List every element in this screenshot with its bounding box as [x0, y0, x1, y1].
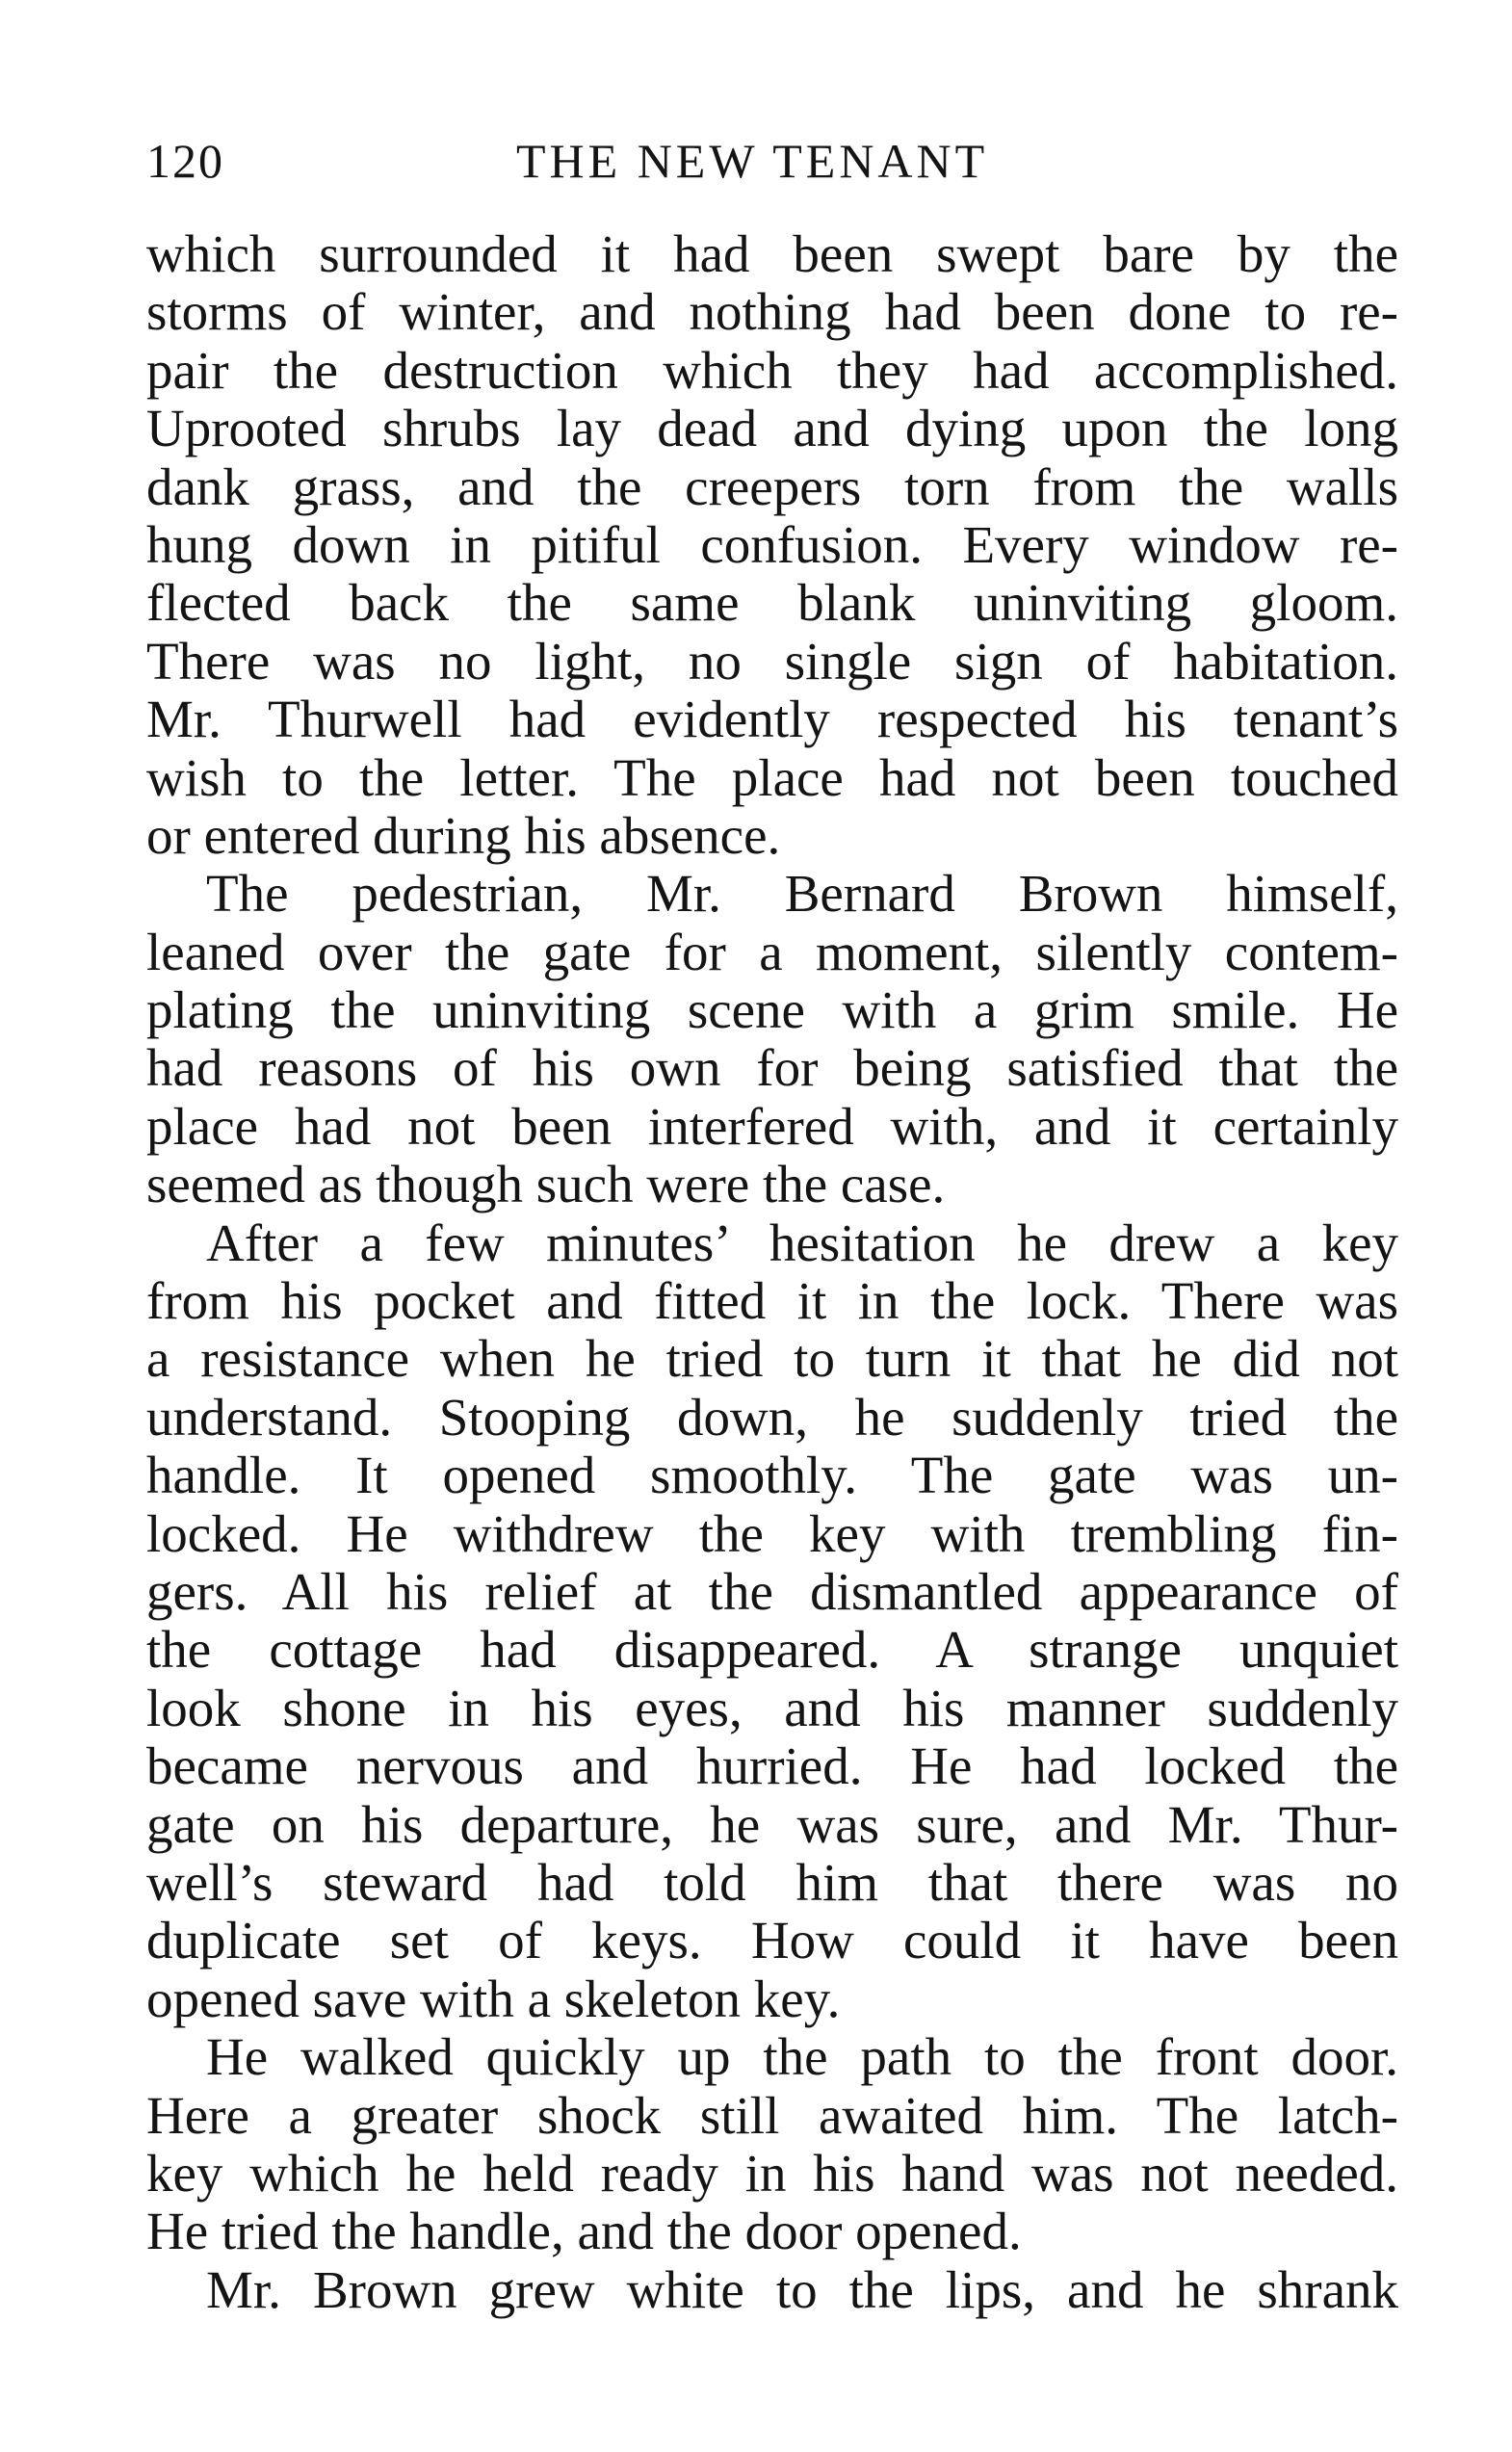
text-line: hung down in pitiful confusion. Every window re- — [146, 514, 1398, 574]
text-line: opened save with a skeleton key. — [146, 1969, 841, 2028]
text-line: seemed as though such were the case. — [146, 1155, 946, 1214]
text-line: the cottage had disappeared. A strange unquiet — [146, 1620, 1398, 1680]
text-line: dank grass, and the creepers torn from the walls — [146, 456, 1398, 516]
text-line: flected back the same blank uninviting gloom. — [146, 573, 1398, 633]
text-line: He tried the handle, and the door opened. — [146, 2202, 1022, 2261]
text-line: place had not been interfered with, and it certainly — [146, 1096, 1398, 1156]
text-line: look shone in his eyes, and his manner suddenly — [146, 1678, 1398, 1737]
text-line: wish to the letter. The place had not been touched — [146, 747, 1398, 807]
text-line: handle. It opened smoothly. The gate was un- — [146, 1446, 1398, 1505]
text-line: Mr. Brown grew white to the lips, and he shrank — [206, 2259, 1398, 2319]
text-line: a resistance when he tried to turn it that he did not — [146, 1329, 1398, 1389]
text-line: duplicate set of keys. How could it have been — [146, 1911, 1398, 1970]
text-line: or entered during his absence. — [146, 805, 781, 865]
text-line: After a few minutes’ hesitation he drew a key — [206, 1213, 1398, 1272]
text-line: gate on his departure, he was sure, and Mr. Thur- — [146, 1794, 1398, 1854]
running-title: THE NEW TENANT — [516, 134, 989, 188]
text-line: had reasons of his own for being satisfied that the — [146, 1038, 1398, 1098]
text-line: Mr. Thurwell had evidently respected his tenant’s — [146, 690, 1398, 749]
body-text — [146, 225, 1398, 2319]
text-line: from his pocket and fitted it in the lock. There was — [146, 1271, 1398, 1331]
text-line: The pedestrian, Mr. Bernard Brown himself, — [206, 864, 1398, 924]
text-line: understand. Stooping down, he suddenly tried the — [146, 1387, 1398, 1447]
text-line: He walked quickly up the path to the front door. — [206, 2027, 1398, 2087]
text-line: Here a greater shock still awaited him. The latch- — [146, 2085, 1398, 2145]
text-line: leaned over the gate for a moment, silently contem- — [146, 922, 1398, 981]
text-line: locked. He withdrew the key with trembling fin- — [146, 1503, 1398, 1563]
text-line: plating the uninviting scene with a grim smile. He — [146, 980, 1398, 1040]
text-line: well’s steward had told him that there was no — [146, 1852, 1398, 1912]
text-line: storms of winter, and nothing had been done to re- — [146, 282, 1398, 342]
text-line: gers. All his relief at the dismantled appearance of — [146, 1561, 1398, 1621]
page-header — [146, 127, 1398, 195]
text-line: which surrounded it had been swept bare by the — [146, 224, 1398, 283]
text-line: Uprooted shrubs lay dead and dying upon the long — [146, 399, 1398, 458]
text-line: key which he held ready in his hand was not needed. — [146, 2143, 1398, 2203]
text-line: There was no light, no single sign of habitation. — [146, 631, 1398, 691]
text-line: pair the destruction which they had accomplished. — [146, 340, 1398, 400]
text-line: became nervous and hurried. He had locked the — [146, 1736, 1398, 1796]
page-number: 120 — [146, 134, 224, 188]
